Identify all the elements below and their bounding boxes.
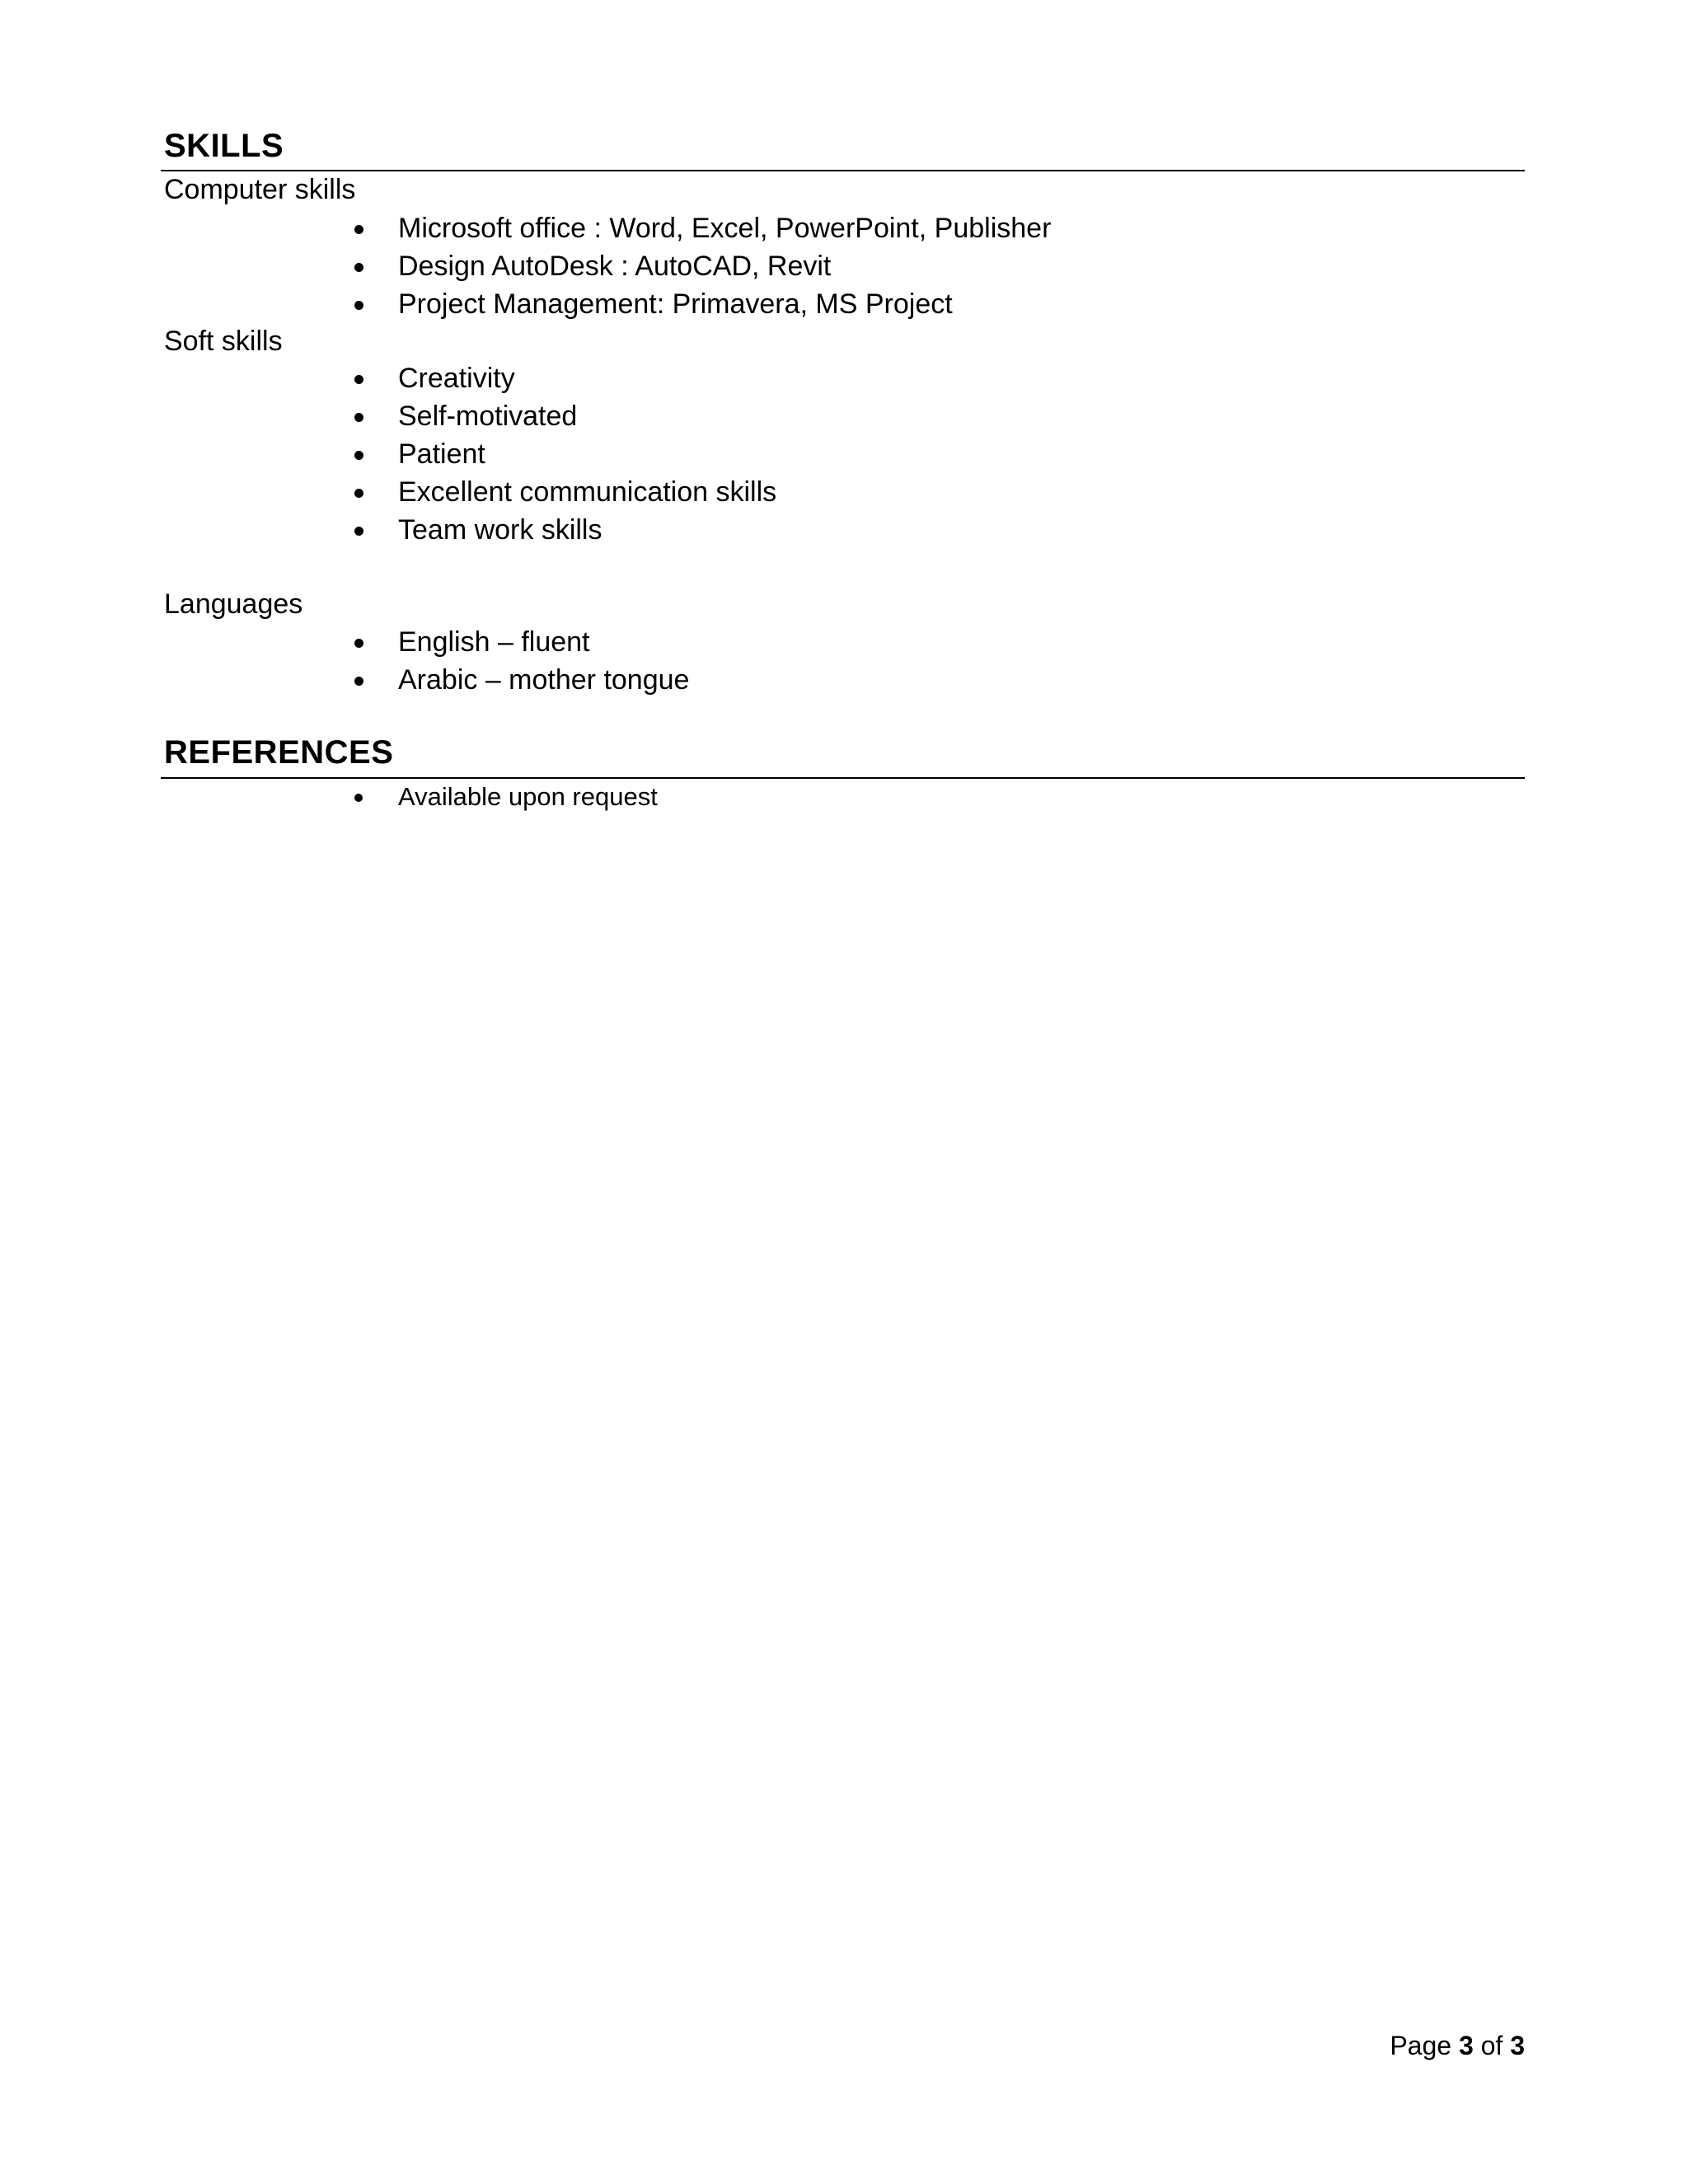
- list-item-text: Creativity: [398, 363, 515, 394]
- languages-label: Languages: [164, 588, 303, 620]
- page-number-current: 3: [1458, 2031, 1474, 2060]
- list-item-text: Team work skills: [398, 514, 603, 546]
- list-item-text: Microsoft office : Word, Excel, PowerPoint, Publisher: [398, 213, 1052, 244]
- list-item-text: Patient: [398, 438, 485, 470]
- list-item-text: Excellent communication skills: [398, 476, 777, 508]
- page-number-prefix: Page: [1390, 2031, 1459, 2060]
- computer-skills-label: Computer skills: [164, 174, 356, 205]
- bullet-icon: [354, 413, 363, 422]
- bullet-icon: [354, 527, 363, 536]
- bullet-icon: [354, 225, 363, 234]
- list-item-text: English – fluent: [398, 626, 590, 658]
- list-item-text: Project Management: Primavera, MS Project: [398, 288, 953, 320]
- bullet-icon: [354, 794, 363, 802]
- page-number: [1390, 2029, 1525, 2062]
- bullet-icon: [354, 451, 363, 460]
- page-number-total: 3: [1510, 2031, 1525, 2060]
- bullet-icon: [354, 639, 363, 648]
- list-item-text: Self-motivated: [398, 401, 578, 432]
- page-number-middle: of: [1473, 2031, 1511, 2060]
- list-item-text: Design AutoDesk : AutoCAD, Revit: [398, 251, 832, 282]
- skills-heading: SKILLS: [164, 128, 284, 164]
- bullet-icon: [354, 301, 363, 310]
- list-item-text: Arabic – mother tongue: [398, 664, 690, 696]
- list-item-text: Available upon request: [398, 782, 658, 811]
- references-heading: REFERENCES: [164, 734, 394, 771]
- bullet-icon: [354, 375, 363, 384]
- soft-skills-label: Soft skills: [164, 326, 283, 357]
- bullet-icon: [354, 263, 363, 272]
- skills-divider: [161, 170, 1525, 171]
- bullet-icon: [354, 677, 363, 686]
- bullet-icon: [354, 489, 363, 498]
- references-divider: [161, 777, 1525, 779]
